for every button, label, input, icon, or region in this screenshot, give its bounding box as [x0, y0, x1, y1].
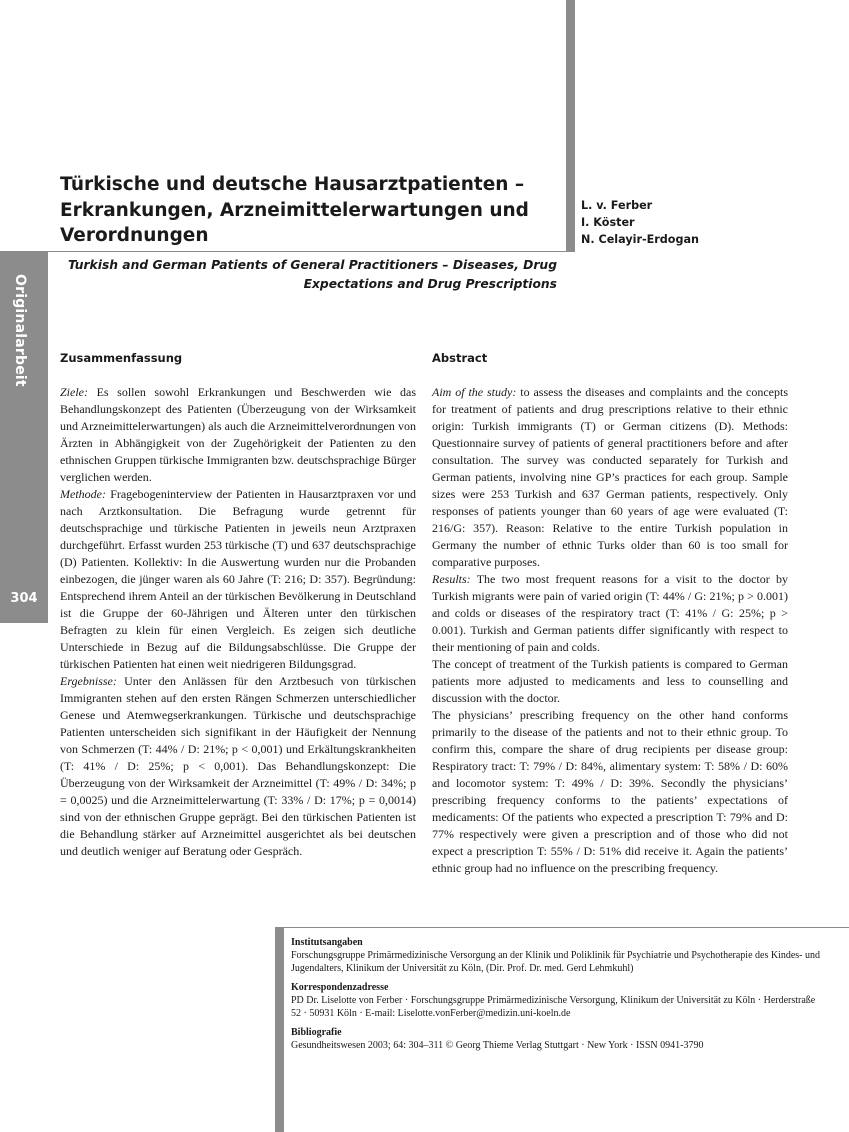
methode-paragraph [60, 486, 416, 673]
institut-text: Forschungsgruppe Primärmedizinische Versorgung an der Klinik und Poliklinik für Psychiatrie und Psychotherapie des Kindes- und Jugendalters, Klinikum der Universität zu Köln, (Dir. Prof. Dr. med. Gerd Lehmkuhl) [291, 950, 820, 974]
results-label: Results: [432, 572, 471, 586]
prescribing-paragraph: The physicians’ prescribing frequency on the other hand conforms primarily to the disease of the patients and not to their ethnic group. To confirm this, compare the share of drug recipients per disease group: Respiratory tract: T: 79% / D: 84%, alimentary system: T: 58% / D: 60% and locomotor system: T: 49% / D: 39%. Secondly the physicians’ prescribing frequency conforms to the patients’ expectations of medicaments: Of the patients who expected a prescription T: 79% and D: 77% respectively were given a prescription and of those who did not expect a prescription T: 55% / D: 51% did receive it. Again the patients’ ethnic group had no influence on the prescribing frequency. [432, 708, 788, 875]
page-number: 304 [10, 591, 38, 606]
abstract-heading: Abstract [432, 351, 488, 365]
section-label: Originalarbeit [12, 274, 28, 387]
methode-label: Methode: [60, 487, 106, 501]
article-info-box [291, 936, 826, 1058]
korrespondenz-text: PD Dr. Liselotte von Ferber · Forschungsgruppe Primärmedizinische Versorgung, Klinikum der Universität zu Köln · Herderstraße 52 · 50931 Köln · E-mail: Liselotte.vonFerber@medizin.uni-koeln.de [291, 995, 816, 1019]
results-paragraph [432, 571, 788, 656]
title-german [60, 172, 550, 249]
zusammenfassung-heading: Zusammenfassung [60, 351, 183, 365]
institut-heading: Institutsangaben [291, 937, 363, 948]
ergebnisse-label: Ergebnisse: [60, 674, 117, 688]
bibliografie-text: Gesundheitswesen 2003; 64: 304–311 © Georg Thieme Verlag Stuttgart · New York · ISSN 0941-3790 [291, 1040, 704, 1051]
info-divider [284, 927, 849, 928]
abstract-column [432, 350, 788, 877]
treatment-paragraph: The concept of treatment of the Turkish patients is compared to German patients more adjusted to medicaments and less to counselling and discussion with the doctor. [432, 657, 788, 705]
info-vertical-bar [275, 927, 284, 1132]
title-english-line: Expectations and Drug Prescriptions [303, 277, 557, 291]
top-vertical-bar [566, 0, 575, 251]
aim-label: Aim of the study: [432, 385, 517, 399]
title-german-line: Erkrankungen, Arzneimittelerwartungen und [60, 199, 529, 221]
author: I. Köster [581, 216, 635, 229]
title-divider [48, 251, 575, 252]
korrespondenz-heading: Korrespondenzadresse [291, 982, 389, 993]
bibliografie-heading: Bibliografie [291, 1027, 342, 1038]
ergebnisse-paragraph [60, 673, 416, 860]
title-english [60, 256, 557, 294]
title-english-line: Turkish and German Patients of General Practitioners – Diseases, Drug [67, 258, 557, 272]
author: L. v. Ferber [581, 199, 653, 212]
author-list [581, 197, 699, 248]
zusammenfassung-column [60, 350, 416, 860]
ergebnisse-text: Unter den Anlässen für den Arztbesuch von türkischen Immigranten stehen auf den ersten Rängen Schmerzen unterschiedlicher Genese und Atemwegserkrankungen. Türkische und deutschsprachige Patienten unterscheiden sich signifikant in der Häufigkeit der Nennung von Schmerzen (T: 44% / D: 21%; p < 0,001) und Erkältungskrankheiten (T: 41% / D: 25%; p < 0,001). Das Behandlungskonzept: Die Überzeugung von der Wirksamkeit der Arzneimittel (T: 49% / D: 34%; p = 0,0025) und die Arzneimittelerwartung (T: 33% / D: 17%; p = 0,0014) sind von der ethnischen Gruppe geprägt. Bei den türkischen Patienten ist die Behandlung stärker auf Arzneimittel ausgerichtet als bei deutschen und deutlich weniger auf Beratung oder Gespräch. [60, 674, 416, 858]
author: N. Celayir-Erdogan [581, 233, 700, 246]
ziele-label: Ziele: [60, 385, 88, 399]
aim-text: to assess the diseases and complaints and the concepts for treatment of patients and drug prescriptions relative to their ethnic origin: Turkish immigrants (T) or German citizens (D). Methods: Questionnaire survey of patients of general practitioners before and after consultation. The survey was conducted separately for Turkish and German patients, involving nine GP’s practices for each group. Sample sizes were 253 Turkish and 637 German patients, respectively. Only responses of patients younger than 60 years of age were evaluated (T: 216/G: 357). Reason: Relative to the entire Turkish population in Germany the number of ethnic Turks older than 60 is too small for comparative purposes. [432, 385, 788, 569]
aim-paragraph [432, 384, 788, 571]
results-text: The two most frequent reasons for a visit to the doctor by Turkish migrants were pain of varied origin (T: 44% / G: 21%; p > 0.001) and colds or diseases of the respiratory tract (T: 41% / G: 25%; p > 0.001). Turkish and German patients differ significantly with respect to their mentioning of pain and colds. [432, 572, 788, 654]
ziele-paragraph [60, 384, 416, 486]
methode-text: Fragebogeninterview der Patienten in Hausarztpraxen vor und nach Arztkonsultation. Die Befragung wurde getrennt für deutschsprachige und türkische Patienten in jeweils neun Arztpraxen durchgeführt. Erfasst wurden 253 türkische (T) und 637 deutschsprachige (D) Patienten. Kollektiv: In die Auswertung wurden nur die Probanden einbezogen, die jünger waren als 60 Jahre (T: 216; D: 357). Begründung: Entsprechend ihrem Anteil an der türkischen Bevölkerung in Deutschland ist die Gruppe der 60-Jährigen und Älteren unter den türkischen Befragten zu klein für einen Vergleich. Es zeigen sich deutliche Unterschiede in Bezug auf die Bildungsabschlüsse. Die Gruppe der türkischen Patienten hat einen weit niedrigeren Bildungsgrad. [60, 487, 416, 671]
title-german-line: Verordnungen [60, 225, 209, 246]
title-german-line: Türkische und deutsche Hausarztpatienten – [60, 174, 525, 195]
ziele-text: Es sollen sowohl Erkrankungen und Beschwerden wie das Behandlungskonzept des Patienten (Überzeugung von der Wirksamkeit und Arzneimittelerwartungen) als auch die Arzneimittelverordnungen von Ärzten in Abhängigkeit von der Zugehörigkeit der Patienten zu den ethnischen Gruppen türkische Immigranten bzw. deutschsprachige Bürger verglichen werden. [60, 385, 416, 484]
